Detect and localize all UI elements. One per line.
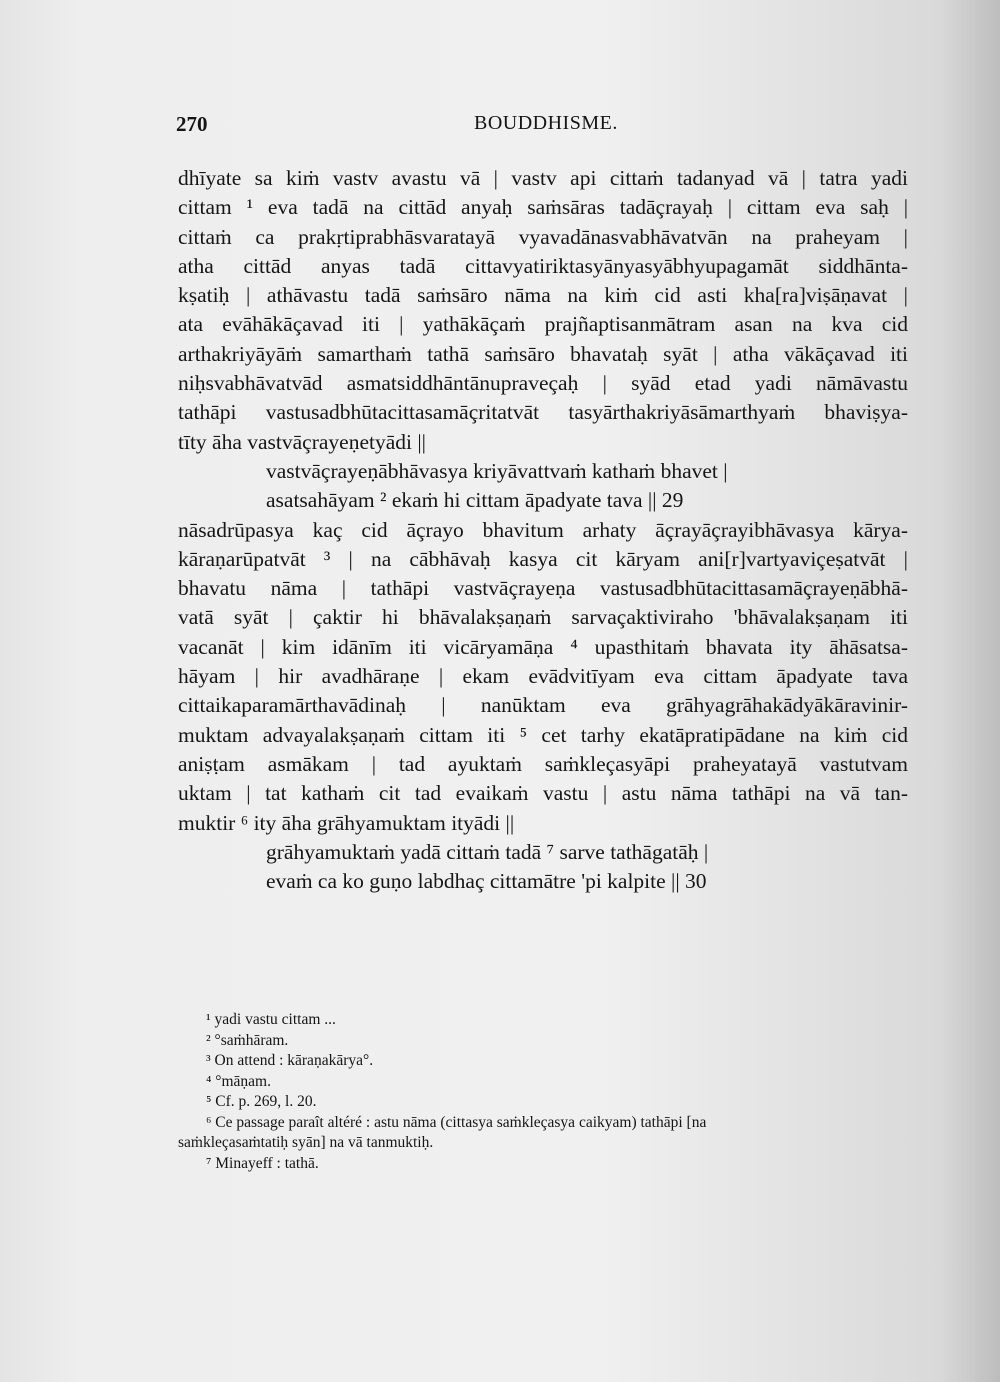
footnote: saṁkleçasaṁtatiḥ syān] na vā tanmuktiḥ. <box>178 1134 434 1151</box>
verse-line: asatsahāyam ² ekaṁ hi cittam āpadyate tava || 29 <box>266 488 684 513</box>
text-line: hāyam | hir avadhāraṇe | ekam evādvitīyam eva cittam āpadyate tava <box>178 664 908 689</box>
running-head <box>176 112 906 142</box>
text-line: tathāpi vastusadbhūtacittasamāçritatvāt tasyārthakriyāsāmarthyaṁ bhaviṣya- <box>178 400 908 425</box>
text-line: cittaṁ ca prakṛtiprabhāsvaratayā vyavadānasvabhāvatvān na praheyam | <box>178 224 908 249</box>
verse-line: grāhyamuktaṁ yadā cittaṁ tadā ⁷ sarve tathāgatāḥ | <box>266 839 709 864</box>
text-line: dhīyate sa kiṁ vastv avastu vā | vastv api cittaṁ tadanyad vā | tatra yadi <box>178 166 908 190</box>
text-line: atha cittād anyas tadā cittavyatiriktasyānyasyābhyupagamāt siddhānta- <box>178 253 908 278</box>
footnote: ⁶ Ce passage paraît altéré : astu nāma (cittasya saṁkleçasya caikyam) tathāpi [na <box>206 1113 707 1131</box>
text-line: vacanāt | kim idānīm iti vicāryamāṇa ⁴ upasthitaṁ bhavata ity āhāsatsa- <box>178 634 908 659</box>
text-line: arthakriyāyāṁ samarthaṁ tathā saṁsāro bhavataḥ syāt | atha vākāçavad iti <box>178 341 908 366</box>
text-line: ata evāhākāçavad iti | yathākāçaṁ prajñaptisanmātram asan na kva cid <box>178 312 908 337</box>
text-line: aniṣṭam asmākam | tad ayuktaṁ saṁkleçasyāpi praheyatayā vastutvam <box>178 751 908 776</box>
footnote: ¹ yadi vastu cittam ... <box>206 1011 336 1028</box>
running-title: BOUDDHISME. <box>474 112 618 134</box>
verse-line: vastvāçrayeṇābhāvasya kriyāvattvaṁ kathaṁ bhavet | <box>266 458 728 483</box>
text-line: nāsadrūpasya kaç cid āçrayo bhavitum arhaty āçrayāçrayibhāvasya kārya- <box>178 517 908 542</box>
text-line: uktam | tat kathaṁ cit tad evaikaṁ vastu | astu nāma tathāpi na vā tan- <box>178 781 908 806</box>
footnote: ³ On attend : kāraṇakārya°. <box>206 1052 374 1069</box>
page-number: 270 <box>176 112 208 136</box>
footnote: ² °saṁhāram. <box>206 1031 289 1049</box>
text-line: cittam ¹ eva tadā na cittād anyaḥ saṁsāras tadāçrayaḥ | cittam eva saḥ | <box>178 195 908 220</box>
footnote: ⁵ Cf. p. 269, l. 20. <box>206 1093 317 1110</box>
text-line: kṣatiḥ | athāvastu tadā saṁsāro nāma na kiṁ cid asti kha[ra]viṣāṇavat | <box>178 283 908 308</box>
text-line: muktam advayalakṣaṇaṁ cittam iti ⁵ cet tarhy ekatāpratipādane na kiṁ cid <box>178 722 908 747</box>
text-line: niḥsvabhāvatvād asmatsiddhāntānupraveçaḥ | syād etad yadi nāmāvastu <box>178 371 908 396</box>
text-line: cittaikaparamārthavādinaḥ | nanūktam eva grāhyagrāhakādyākāravinir- <box>178 693 908 718</box>
footnotes <box>178 1010 908 1174</box>
text-line: tīty āha vastvāçrayeṇetyādi || <box>178 429 426 454</box>
text-line: bhavatu nāma | tathāpi vastvāçrayeṇa vastusadbhūtacittasamāçrayeṇābhā- <box>178 576 908 601</box>
text-line: kāraṇarūpatvāt ³ | na cābhāvaḥ kasya cit kāryam ani[r]vartyaviçeṣatvāt | <box>178 546 908 571</box>
verse-line: evaṁ ca ko guṇo labdhaç cittamātre 'pi kalpite || 30 <box>266 869 707 894</box>
footnote: ⁴ °māṇam. <box>206 1072 271 1090</box>
footnote: ⁷ Minayeff : tathā. <box>206 1154 319 1172</box>
main-text <box>178 164 908 896</box>
text-line: vatā syāt | çaktir hi bhāvalakṣaṇaṁ sarvaçaktivirahо 'bhāvalakṣaṇam iti <box>178 605 908 630</box>
text-line: muktir ⁶ ity āha grāhyamuktam ityādi || <box>178 810 515 835</box>
